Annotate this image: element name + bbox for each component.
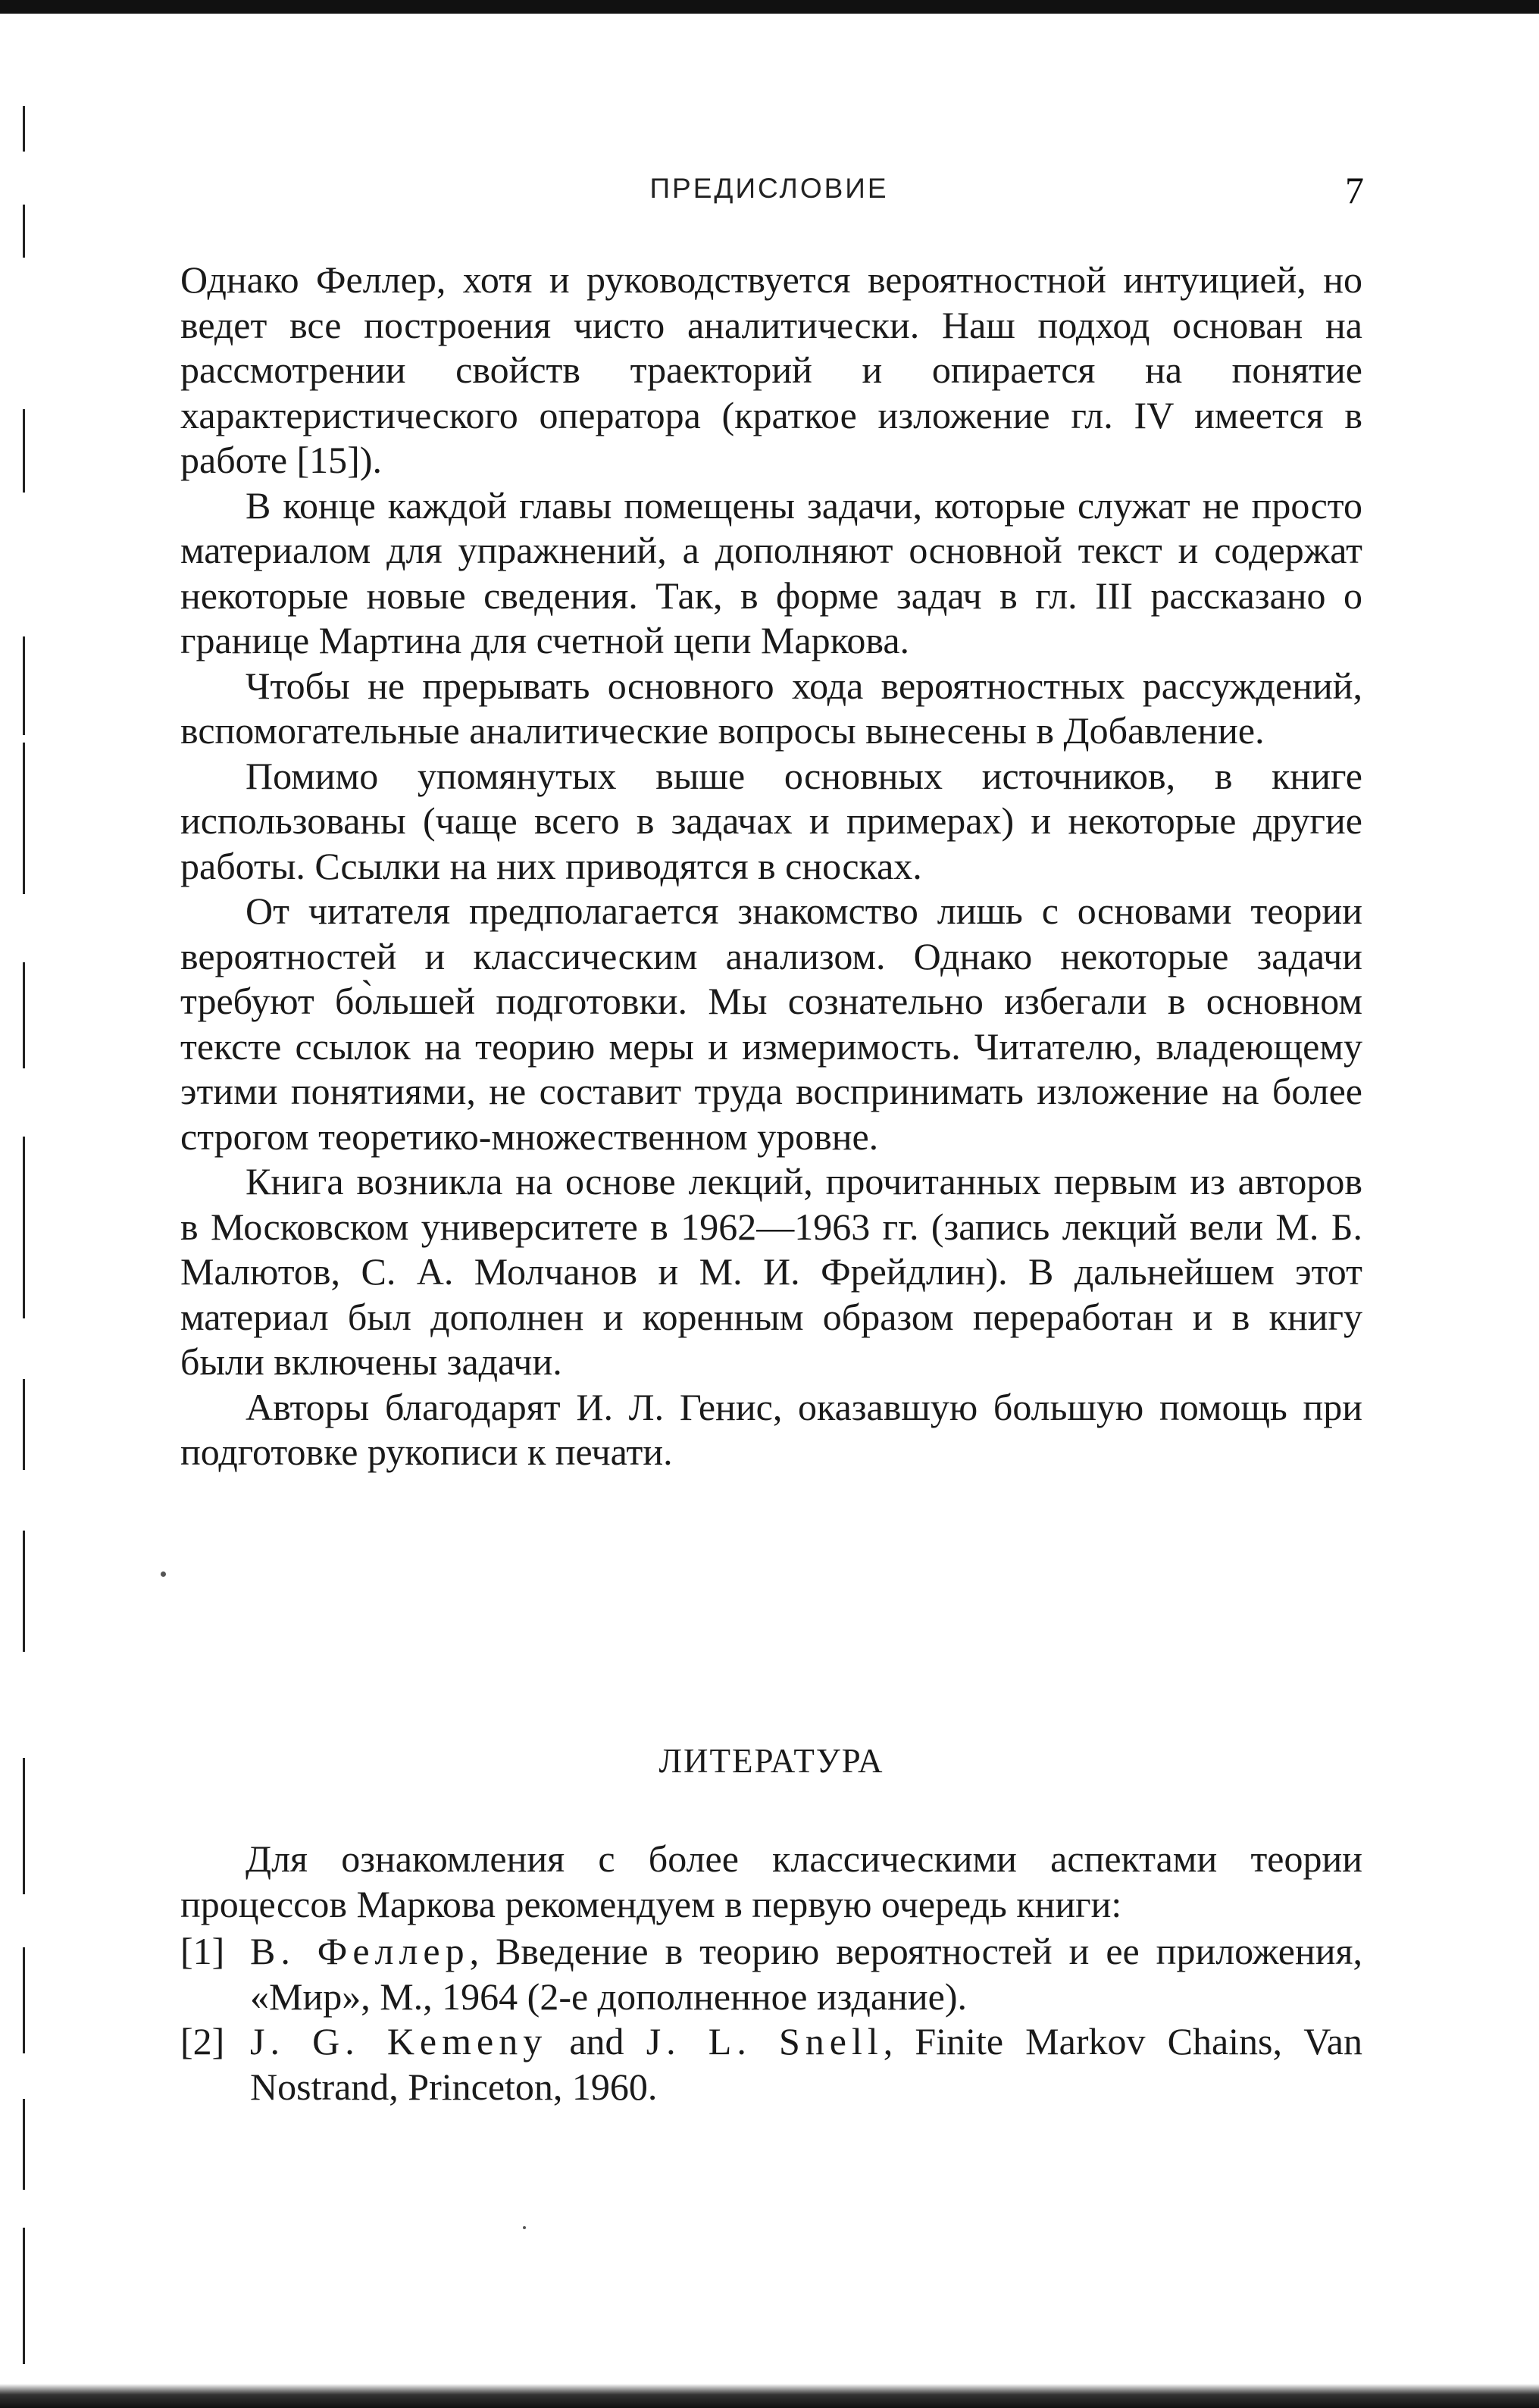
literature-intro-text: Для ознакомления с более классическими аспектами теории процессов Маркова рекомендуем в первую очередь книги:	[180, 1837, 1362, 1925]
reference-connector: and	[547, 2020, 646, 2062]
reference-list	[180, 1929, 1362, 2109]
reference-text	[250, 1929, 1362, 2019]
reference-author: J. L. Snell	[646, 2020, 884, 2062]
scan-spine-marks	[14, 91, 33, 2364]
body-text	[180, 258, 1362, 1475]
paragraph: Авторы благодарят И. Л. Генис, оказавшую большую помощь при подготовке рукописи к печати.	[180, 1385, 1362, 1473]
reference-details: , Введение в теорию вероятностей и ее приложения, «Мир», М., 1964 (2-е дополненное издание).	[250, 1930, 1362, 2018]
reference-item	[180, 1929, 1362, 2019]
scan-speck	[161, 1571, 166, 1577]
literature-intro	[180, 1837, 1362, 1927]
paragraph: Однако Феллер, хотя и руководствуется вероятностной интуицией, но ведет все построения чисто аналитически. Наш подход основан на рассмотрении свойств траекторий и опирается на понятие характеристического оператора (краткое изложение гл. IV имеется в работе [15]).	[180, 258, 1362, 481]
reference-details: , Finite Markov Chains, Van Nostrand, Princeton, 1960.	[250, 2020, 1362, 2108]
reference-number: [1]	[180, 1930, 225, 1972]
scan-bottom-edge	[0, 2384, 1539, 2408]
reference-author: J. G. Kemeny	[250, 2020, 548, 2062]
page-number: 7	[1345, 169, 1364, 211]
reference-number: [2]	[180, 2020, 225, 2062]
paragraph: Книга возникла на основе лекций, прочитанных первым из авторов в Московском университете в 1962—1963 гг. (запись лекций вели М. Б. Малютов, С. А. Молчанов и М. И. Фрейдлин). В дальнейшем этот материал был дополнен и коренным образом переработан и в книгу были включены задачи.	[180, 1160, 1362, 1383]
reference-text	[250, 2019, 1362, 2109]
paragraph: Помимо упомянутых выше основных источников, в книге использованы (чаще всего в задачах и примерах) и некоторые другие работы. Ссылки на них приводятся в сносках.	[180, 754, 1362, 887]
paragraph: Чтобы не прерывать основного хода вероятностных рассуждений, вспомогательные аналитические вопросы вынесены в Добавление.	[180, 664, 1362, 752]
running-title: ПРЕДИСЛОВИЕ	[649, 173, 889, 204]
scan-top-edge	[0, 0, 1539, 14]
reference-item	[180, 2019, 1362, 2109]
scan-speck	[523, 2226, 526, 2229]
reference-author: В. Феллер	[250, 1930, 470, 1972]
literature-heading: ЛИТЕРАТУРА	[658, 1742, 884, 1780]
paragraph: От читателя предполагается знакомство лишь с основами теории вероятностей и классическим анализом. Однако некоторые задачи требуют бо̀льшей подготовки. Мы сознательно избегали в основном тексте ссылок на теорию меры и измеримость. Читателю, владеющему этими понятиями, не составит труда воспринимать изложение на более строгом теоретико-множественном уровне.	[180, 890, 1362, 1158]
paragraph: В конце каждой главы помещены задачи, которые служат не просто материалом для упражнений, а дополняют основной текст и содержат некоторые новые сведения. Так, в форме задач в гл. III рассказано о границе Мартина для счетной цепи Маркова.	[180, 483, 1362, 661]
